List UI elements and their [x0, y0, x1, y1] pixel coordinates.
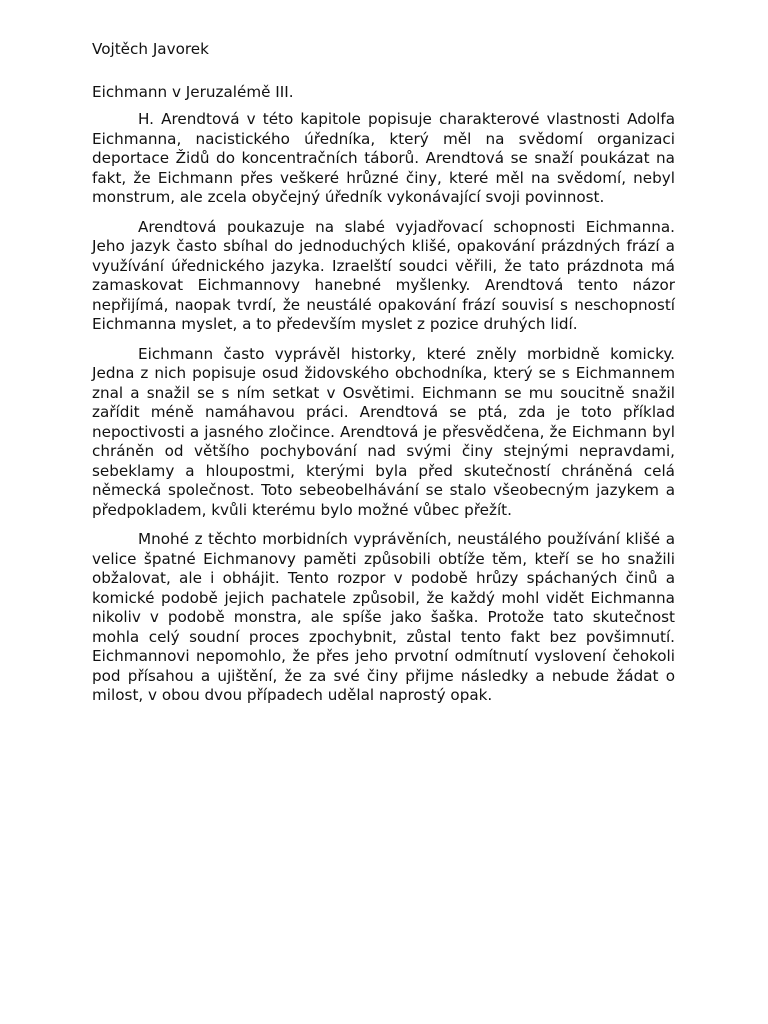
author-name: Vojtěch Javorek	[92, 40, 209, 58]
paragraph: H. Arendtová v této kapitole popisuje charakterové vlastnosti Adolfa Eichmanna, nacistického úředníka, který měl na svědomí organizaci deportace Židů do koncentračních táborů. Arendtová se snaží poukázat na fakt, že Eichmann přes veškeré hrůzné činy, které měl na svědomí, nebyl monstrum, ale zcela obyčejný úředník vykonávající svoji povinnost.	[92, 110, 675, 206]
document-page	[92, 40, 675, 716]
paragraph: Eichmann často vyprávěl historky, které zněly morbidně komicky. Jedna z nich popisuje osud židovského obchodníka, který se s Eichmannem znal a snažil se s ním setkat v Osvětimi. Eichmann se mu soucitně snažil zařídit méně namáhavou práci. Arendtová se ptá, zda je toto příklad nepoctivosti a jasného zločince. Arendtová je přesvědčena, že Eichmann byl chráněn od většího pochybování nad svými činy stejnými nepravdami, sebeklamy a hloupostmi, kterými byla před skutečností chráněná celá německá společnost. Toto sebeobelhávání se stalo všeobecným jazykem a předpokladem, kvůli kterému bylo možné vůbec přežít.	[92, 344, 675, 519]
paragraph: Arendtová poukazuje na slabé vyjadřovací schopnosti Eichmanna. Jeho jazyk často sbíhal do jednoduchých klišé, opakování prázdných frází a využívání úřednického jazyka. Izraelští soudci věřili, že tato prázdnota má zamaskovat Eichmannovy hanebné myšlenky. Arendtová tento názor nepřijímá, naopak tvrdí, že neustálé opakování frází souvisí s neschopností Eichmanna myslet, a to především myslet z pozice druhých lidí.	[92, 217, 675, 333]
document-title: Eichmann v Jeruzalémě III.	[92, 82, 294, 101]
paragraph: Mnohé z těchto morbidních vyprávěních, neustálého používání klišé a velice špatné Eichmanovy paměti způsobili obtíže těm, kteří se ho snažili obžalovat, ale i obhájit. Tento rozpor v podobě hrůzy spáchaných činů a komické podobě jejich pachatele způsobil, že každý mohl vidět Eichmanna nikoliv v podobě monstra, ale spíše jako šaška. Protože tato skutečnost mohla celý soudní proces zpochybnit, zůstal tento fakt bez povšimnutí. Eichmannovi nepomohlo, že přes jeho prvotní odmítnutí vyslovení čehokoli pod přísahou a ujištění, že za své činy přijme následky a nebude žádat o milost, v obou dvou případech udělal naprostý opak.	[92, 530, 675, 704]
